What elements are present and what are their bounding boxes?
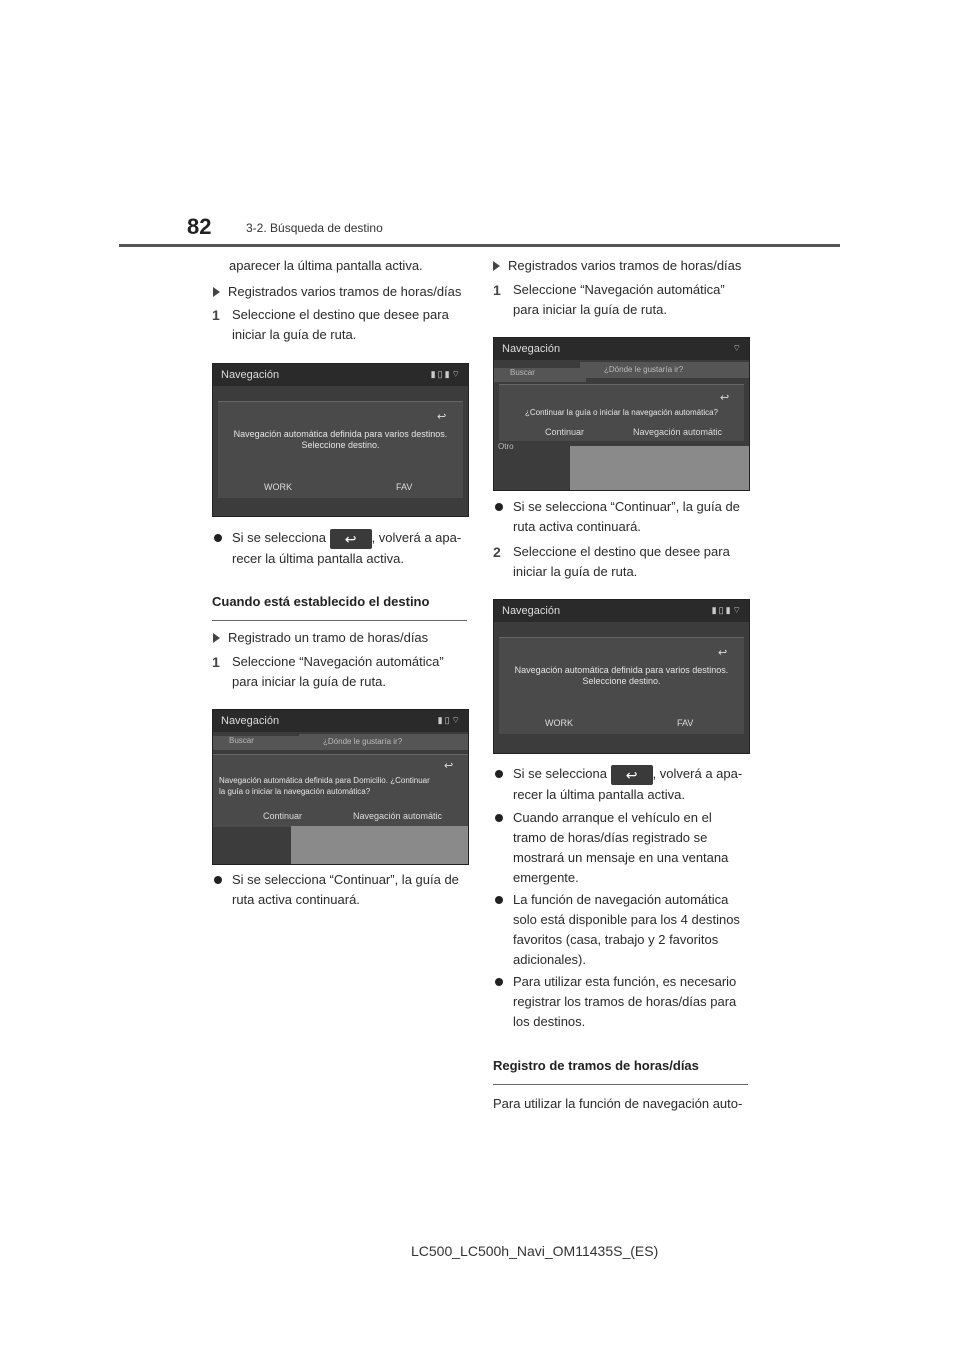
dialog	[499, 637, 744, 734]
screen-title: Navegación	[494, 600, 749, 622]
fav-button[interactable]: FAV	[677, 718, 694, 728]
step-2-right: 2 Seleccione el destino que desee para iniciar la guía de ruta.	[493, 544, 730, 579]
step-1-left-b: 1 Seleccione “Navegación automática” para iniciar la guía de ruta.	[212, 654, 444, 689]
dialog	[499, 384, 744, 441]
arrow-icon	[213, 287, 220, 297]
dialog-message: Navegación automática definida para varios destinos. Seleccione destino.	[233, 429, 448, 450]
fav-button[interactable]: FAV	[396, 482, 413, 492]
subheading-register-ranges: Registro de tramos de horas/días	[493, 1058, 748, 1085]
dialog	[213, 754, 468, 827]
continue-button[interactable]: Continuar	[263, 811, 303, 821]
heading-multiple-ranges: Registrados varios tramos de horas/días	[213, 282, 473, 302]
status-icons: ▮▯⌔	[437, 715, 462, 725]
back-icon[interactable]: ↩	[720, 392, 730, 404]
screen-title: Navegación	[213, 710, 468, 732]
screen-title: Navegación	[213, 364, 468, 386]
heading-multiple-ranges-right: Registrados varios tramos de horas/días	[493, 256, 753, 276]
subheading-destination-set: Cuando está establecido el destino	[212, 594, 467, 621]
heading-single-range: Registrado un tramo de horas/días	[213, 628, 473, 648]
map-view[interactable]	[570, 446, 749, 490]
screenshot-multiple-destinations-right	[493, 599, 750, 754]
auto-nav-button[interactable]: Navegación automátic	[353, 811, 443, 821]
bullet-continue-left: Si se selecciona “Continuar”, la guía de ruta activa continuará.	[212, 870, 472, 910]
screenshot-single-destination	[212, 709, 469, 865]
continue-button[interactable]: Continuar	[545, 427, 585, 437]
bullet-back-right: Si se selecciona ↩ , volverá a apa- recer la última pantalla activa.	[493, 764, 753, 805]
arrow-icon	[213, 633, 220, 643]
bullet-availability: La función de navegación automática solo está disponible para los 4 destinos favoritos (casa, trabajo y 2 favoritos adicionales).	[493, 890, 748, 970]
step-1-left: 1 Seleccione el destino que desee para iniciar la guía de ruta.	[212, 307, 449, 342]
work-button[interactable]: WORK	[264, 482, 292, 492]
bullet-popup: Cuando arranque el vehículo en el tramo de horas/días registrado se mostrará un mensaje en una ventana emergente.	[493, 808, 748, 888]
bullet-continue-right: Si se selecciona “Continuar”, la guía de ruta activa continuará.	[493, 497, 753, 537]
back-icon[interactable]: ↩	[718, 647, 728, 659]
destination-prompt[interactable]: ¿Dónde le gustaría ir?	[580, 362, 750, 378]
dialog	[218, 401, 463, 498]
search-field[interactable]: Buscar	[213, 736, 307, 750]
screenshot-continue-or-auto	[493, 337, 750, 491]
destination-prompt[interactable]: ¿Dónde le gustaría ir?	[299, 734, 469, 750]
back-icon[interactable]: ↩	[437, 411, 447, 423]
back-icon[interactable]: ↩	[444, 760, 454, 772]
bullet-register: Para utilizar esta función, es necesario registrar los tramos de horas/días para los destinos.	[493, 972, 748, 1032]
work-button[interactable]: WORK	[545, 718, 573, 728]
dialog-message: ¿Continuar la guía o iniciar la navegación automática?	[524, 408, 718, 417]
bullet-back-left: Si se selecciona ↩ , volverá a apa- recer la última pantalla activa.	[212, 528, 472, 569]
search-field[interactable]: Buscar	[494, 368, 586, 382]
map-view[interactable]	[291, 826, 468, 864]
status-icons: ⌔	[732, 343, 743, 353]
dialog-message: Navegación automática definida para Domicilio. ¿Continuar la guía o iniciar la navegación automática?	[219, 776, 430, 796]
auto-nav-button[interactable]: Navegación automátic	[633, 427, 723, 437]
arrow-icon	[493, 261, 500, 271]
back-button-icon: ↩	[611, 765, 653, 785]
step-1-right: 1 Seleccione “Navegación automática” para iniciar la guía de ruta.	[493, 282, 725, 317]
screenshot-multiple-destinations	[212, 363, 469, 517]
section-title: 3-2. Búsqueda de destino	[246, 221, 383, 235]
back-button-icon: ↩	[330, 529, 372, 549]
status-icons: ▮▯▮⌔	[711, 605, 743, 615]
screen-title: Navegación	[494, 338, 749, 360]
other-item[interactable]: Otro	[498, 442, 514, 451]
status-icons: ▮▯▮⌔	[430, 369, 462, 379]
page-number: 82	[187, 214, 212, 239]
tail-text: Para utilizar la función de navegación auto-	[493, 1096, 743, 1111]
dialog-message: Navegación automática definida para varios destinos. Seleccione destino.	[514, 665, 729, 686]
intro-text: aparecer la última pantalla activa.	[229, 258, 423, 273]
footer-code: LC500_LC500h_Navi_OM11435S_(ES)	[411, 1243, 659, 1259]
header-rule	[119, 244, 840, 247]
